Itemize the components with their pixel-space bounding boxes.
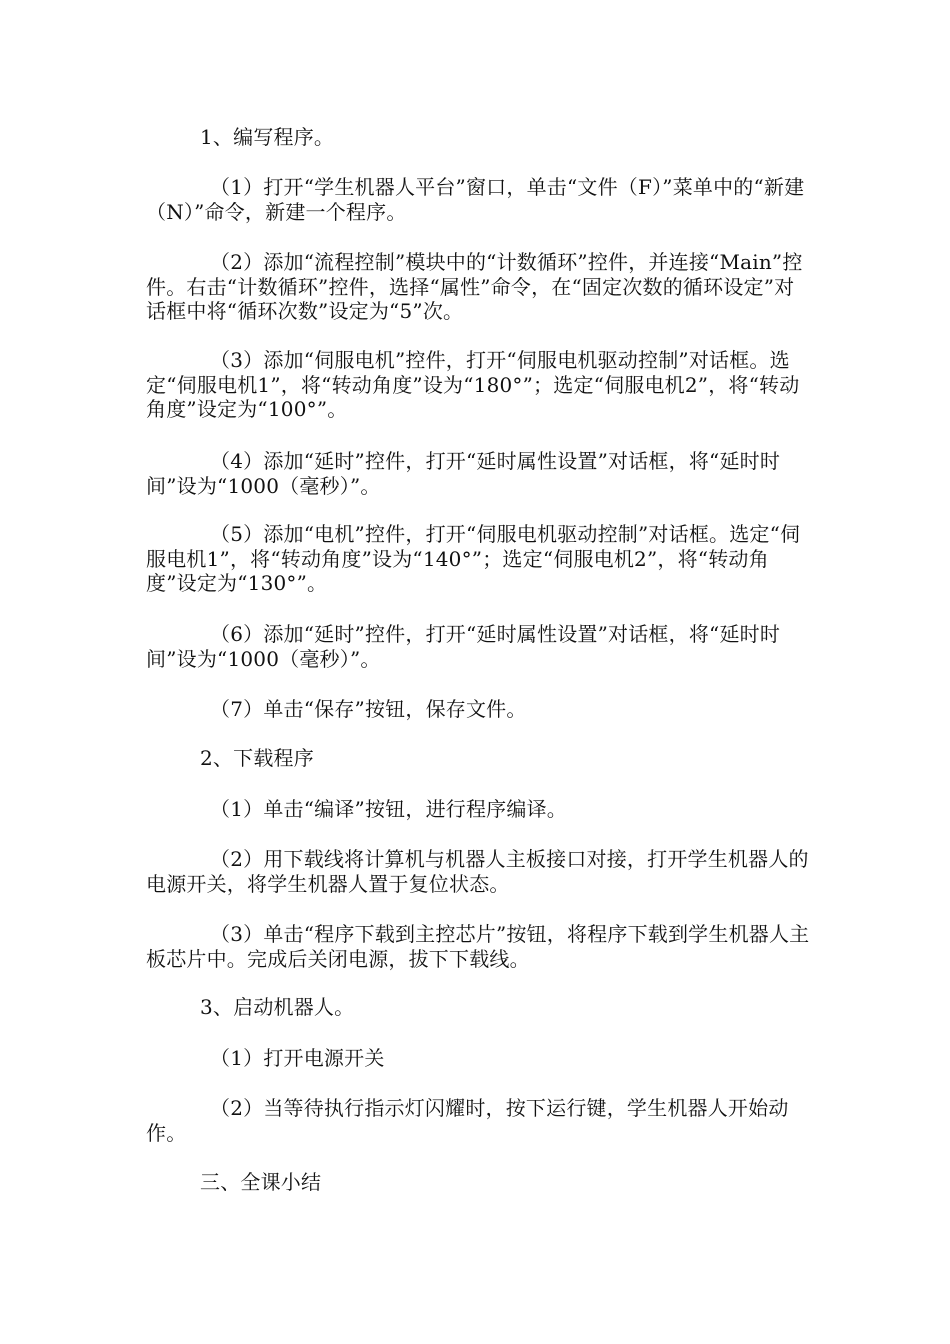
step-paragraph: （3）单击“程序下载到主控芯片”按钮，将程序下载到学生机器人主板芯片中。完成后关闭电源，拔下下载线。 — [146, 922, 810, 971]
step-paragraph: （1）单击“编译”按钮，进行程序编译。 — [210, 797, 567, 821]
step-paragraph: （1）打开“学生机器人平台”窗口，单击“文件（F）”菜单中的“新建（N）”命令，新建一个程序。 — [146, 175, 805, 224]
step-paragraph: （2）添加“流程控制”模块中的“计数循环”控件，并连接“Main”控件。右击“计数循环”控件，选择“属性”命令，在“固定次数的循环设定”对话框中将“循环次数”设定为“5”次。 — [146, 250, 803, 323]
step-paragraph: （7）单击“保存”按钮，保存文件。 — [210, 697, 527, 721]
step-paragraph: （2）用下载线将计算机与机器人主板接口对接，打开学生机器人的电源开关，将学生机器人置于复位状态。 — [146, 847, 809, 896]
step-paragraph: （4）添加“延时”控件，打开“延时属性设置”对话框，将“延时时间”设为“1000（毫秒）”。 — [146, 449, 781, 498]
section-heading-3: 3、启动机器人。 — [200, 995, 355, 1019]
section-heading-2: 2、下载程序 — [200, 746, 314, 770]
step-paragraph: （6）添加“延时”控件，打开“延时属性设置”对话框，将“延时时间”设为“1000（毫秒）”。 — [146, 622, 781, 671]
step-paragraph: （3）添加“伺服电机”控件，打开“伺服电机驱动控制”对话框。选定“伺服电机1”，将“转动角度”设为“180°”；选定“伺服电机2”，将“转动角度”设定为“100°”。 — [146, 348, 800, 421]
step-paragraph: （2）当等待执行指示灯闪耀时，按下运行键，学生机器人开始动作。 — [146, 1096, 789, 1145]
section-heading-1: 1、编写程序。 — [200, 125, 335, 149]
step-paragraph: （5）添加“电机”控件，打开“伺服电机驱动控制”对话框。选定“伺服电机1”，将“转动角度”设为“140°”；选定“伺服电机2”，将“转动角度”设定为“130°”。 — [146, 522, 801, 595]
step-paragraph: （1）打开电源开关 — [210, 1046, 385, 1070]
section-heading-summary: 三、全课小结 — [200, 1170, 322, 1194]
